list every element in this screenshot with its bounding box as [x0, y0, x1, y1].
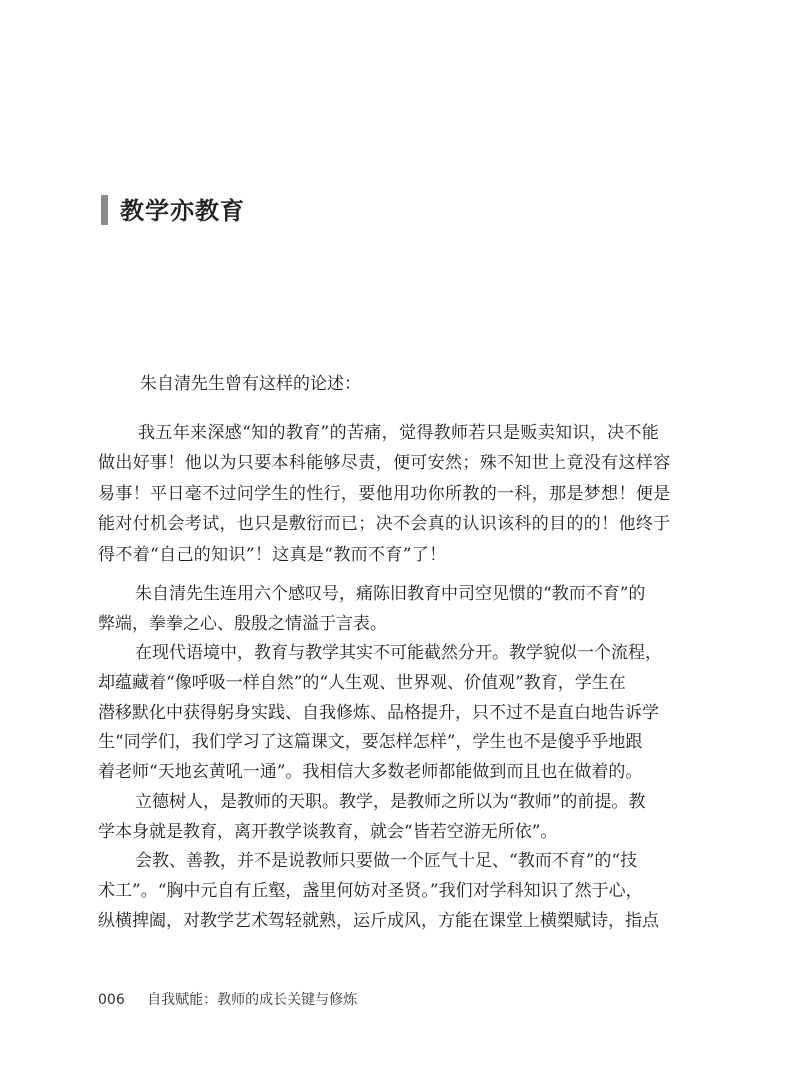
- body-line: 学本身就是教育，离开教学谈教育，就会“皆若空游无所依”。: [98, 821, 558, 842]
- body-line: 会教、善教，并不是说教师只要做一个匠气十足、“教而不育”的“技: [135, 851, 638, 872]
- body-text: [98, 580, 678, 936]
- body-line: 纵横捭阖，对教学艺术驾轻就熟，运斤成风，方能在课堂上横槊赋诗，指点: [98, 910, 659, 931]
- quote-line: 我五年来深感“知的教育”的苦痛，觉得教师若只是贩卖知识，决不能: [138, 423, 660, 443]
- quote-line: 能对付机会考试，也只是敷衍而已；决不会真的认识该科的目的的！他终于: [98, 514, 671, 535]
- page-footer: [98, 989, 357, 1009]
- body-line: 立德树人，是教师的天职。教学，是教师之所以为“教师”的前提。教: [135, 791, 646, 812]
- quote-line: 做出好事！他以为只要本科能够尽责，便可安然；殊不知世上竟没有这样容: [98, 453, 671, 474]
- body-line: 弊端，拳拳之心、殷殷之情溢于言表。: [98, 613, 387, 634]
- quotation-block: [98, 418, 671, 570]
- body-line: 着老师“天地玄黄吼一通”。我相信大多数老师都能做到而且也在做着的。: [98, 762, 643, 783]
- page-number: 006: [98, 992, 125, 1008]
- quote-line: 得不着“自己的知识”！这真是“教而不育”了！: [98, 544, 447, 565]
- body-line: 在现代语境中，教育与教学其实不可能截然分开。教学貌似一个流程，: [135, 643, 662, 664]
- body-line: 术工”。“胸中元自有丘壑，盏里何妨对圣贤。”我们对学科知识了然于心，: [98, 880, 643, 901]
- intro-paragraph: 朱自清先生曾有这样的论述：: [140, 374, 361, 394]
- body-line: 却蕴藏着“像呼吸一样自然”的“人生观、世界观、价值观”教育，学生在: [98, 673, 626, 694]
- quote-line: 易事！平日毫不过问学生的性行，要他用功你所教的一科，那是梦想！便是: [98, 483, 671, 504]
- body-line: 潜移默化中获得躬身实践、自我修炼、品格提升，只不过不是直白地告诉学: [98, 702, 659, 723]
- book-title: 自我赋能：教师的成长关键与修炼: [147, 992, 358, 1008]
- chapter-title: 教学亦教育: [120, 196, 245, 225]
- body-line: 生“同学们，我们学习了这篇课文，要怎样怎样”，学生也不是傻乎乎地跟: [98, 732, 643, 753]
- body-line: 朱自清先生连用六个感叹号，痛陈旧教育中司空见惯的“教而不育”的: [135, 584, 646, 604]
- title-accent-bar: [101, 195, 108, 225]
